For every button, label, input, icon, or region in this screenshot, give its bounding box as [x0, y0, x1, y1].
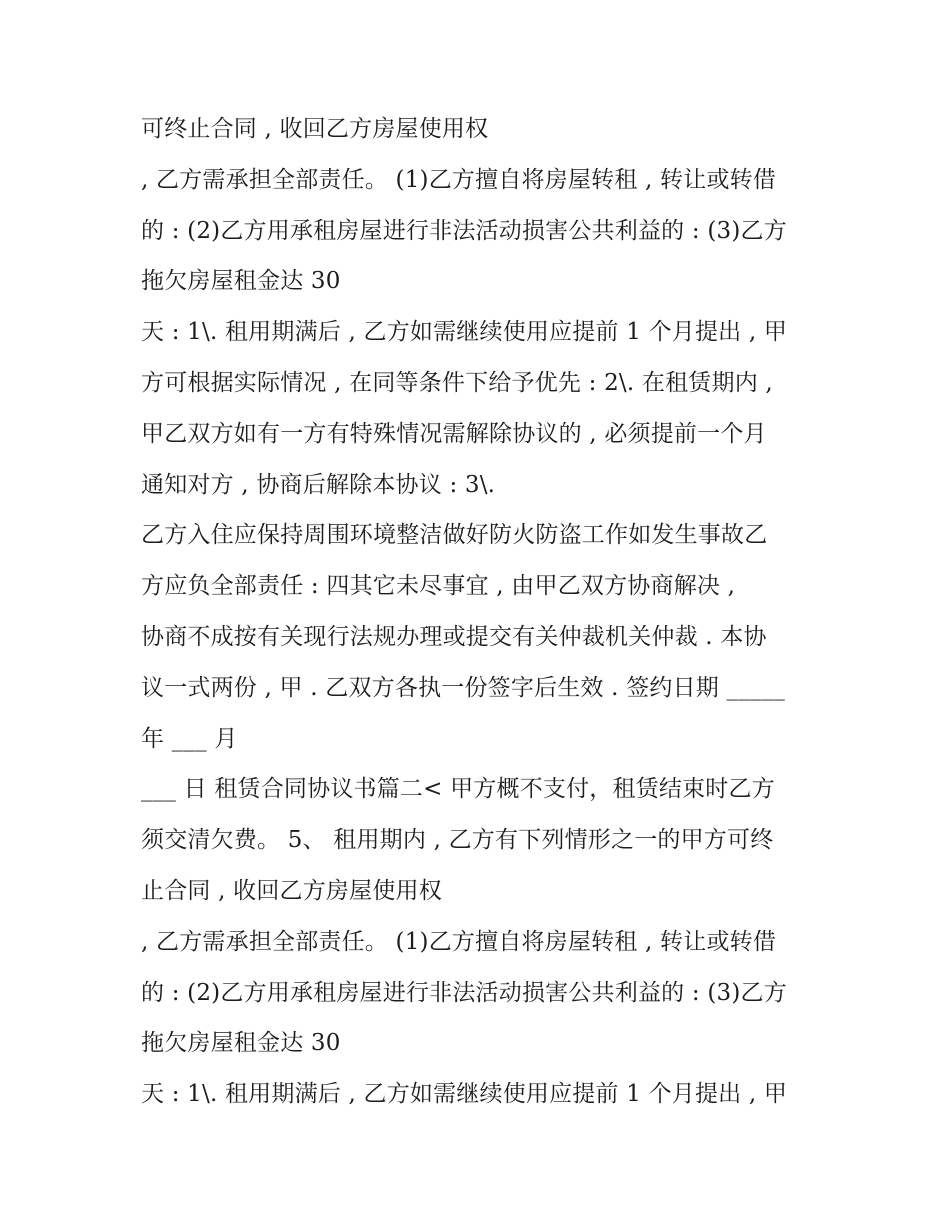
- text-line: 乙方入住应保持周围环境整洁做好防火防盗工作如发生事故乙: [141, 522, 768, 549]
- text-line: 协商不成按有关现行法规办理或提交有关仲裁机关仲裁 . 本协: [141, 623, 767, 650]
- document-body: [141, 111, 821, 1127]
- text-line: 通知对方 , 协商后解除本协议 : 3\.: [141, 471, 496, 498]
- text-line: 甲乙双方如有一方有特殊情况需解除协议的 , 必须提前一个月: [141, 420, 767, 447]
- text-line: 止合同 , 收回乙方房屋使用权: [141, 877, 442, 904]
- text-line: 拖欠房屋租金达 30: [141, 1030, 341, 1057]
- text-line: 可终止合同 , 收回乙方房屋使用权: [141, 116, 489, 142]
- text-line: ___ 日 租赁合同协议书篇二< 甲方概不支付，租赁结束时乙方: [141, 776, 775, 803]
- text-line: 的 : (2)乙方用承租房屋进行非法活动损害公共利益的 : (3)乙方: [141, 979, 787, 1006]
- text-line: , 乙方需承担全部责任。 (1)乙方擅自将房屋转租 , 转让或转借: [141, 166, 777, 193]
- text-line: 议一式两份 , 甲 . 乙双方各执一份签字后生效 . 签约日期 _____: [141, 674, 786, 701]
- text-line: 方应负全部责任 : 四其它未尽事宜 , 由甲乙双方协商解决 ,: [141, 573, 736, 600]
- text-line: 拖欠房屋租金达 30: [141, 268, 341, 295]
- text-line: 天 : 1\. 租用期满后 , 乙方如需继续使用应提前 1 个月提出 , 甲: [141, 1081, 788, 1108]
- text-line: 的 : (2)乙方用承租房屋进行非法活动损害公共利益的 : (3)乙方: [141, 217, 787, 244]
- text-line: 天 : 1\. 租用期满后 , 乙方如需继续使用应提前 1 个月提出 , 甲: [141, 319, 788, 346]
- text-line: , 乙方需承担全部责任。 (1)乙方擅自将房屋转租 , 转让或转借: [141, 928, 777, 955]
- text-line: 方可根据实际情况 , 在同等条件下给予优先 : 2\. 在租赁期内 ,: [141, 369, 773, 396]
- text-line: 年 ___ 月: [141, 725, 238, 752]
- text-line: 须交清欠费。 5、 租用期内 , 乙方有下列情形之一的甲方可终: [141, 827, 774, 854]
